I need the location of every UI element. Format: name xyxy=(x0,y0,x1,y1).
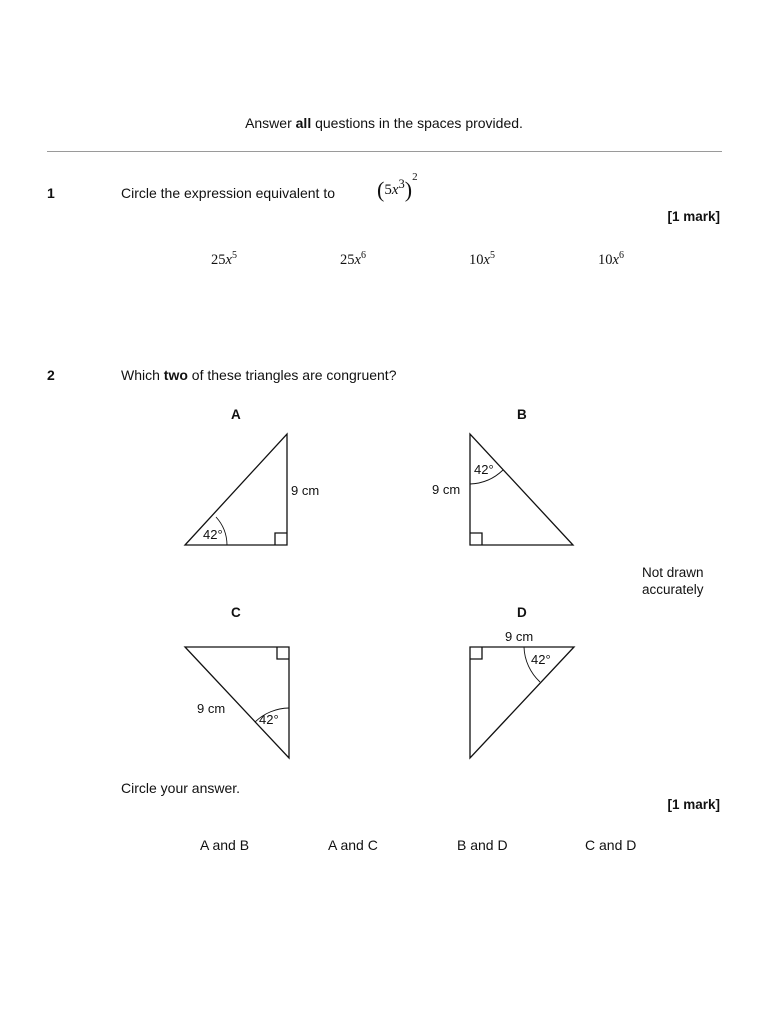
triangle-d-side: 9 cm xyxy=(505,629,534,644)
triangle-b-side: 9 cm xyxy=(432,482,461,497)
instructions-text: Answer xyxy=(245,115,296,131)
note-line-2: accurately xyxy=(642,582,704,597)
triangle-a-label: A xyxy=(231,407,241,422)
note-line-1: Not drawn xyxy=(642,565,704,580)
triangle-a xyxy=(185,434,287,545)
triangle-b xyxy=(470,434,573,545)
q1-option-3[interactable]: $10x^5$ xyxy=(469,250,495,268)
q2-number: 2 xyxy=(47,367,55,383)
q1-number: 1 xyxy=(47,185,55,201)
instructions-emphasis: all xyxy=(295,115,312,131)
not-drawn-accurately-note xyxy=(642,564,704,598)
triangle-c-label: C xyxy=(231,605,241,620)
instructions-text-end: questions in the spaces provided. xyxy=(311,115,523,131)
q1-option-4[interactable]: $10x^6$ xyxy=(598,250,624,268)
q2-prompt: Which two of these triangles are congruent? xyxy=(121,367,397,383)
triangle-a-angle: 42° xyxy=(203,527,223,542)
q2-option-1[interactable]: A and B xyxy=(200,837,250,853)
triangle-c-side: 9 cm xyxy=(197,701,226,716)
q2-option-2[interactable]: A and C xyxy=(328,837,378,853)
triangle-c-angle: 42° xyxy=(259,712,279,727)
q1-prompt: Circle the expression equivalent to xyxy=(121,185,336,201)
q1-option-2[interactable]: $25x^6$ xyxy=(340,250,366,268)
q2-option-3[interactable]: B and D xyxy=(457,837,508,853)
triangle-a-side: 9 cm xyxy=(291,483,320,498)
triangle-d-angle: 42° xyxy=(531,652,551,667)
triangle-d-label: D xyxy=(517,605,527,620)
triangle-d xyxy=(470,647,574,758)
triangle-b-angle: 42° xyxy=(474,462,494,477)
q1-option-1[interactable]: $25x^5$ xyxy=(211,250,237,268)
q1-expression: $(5x^3)^2$ xyxy=(377,171,418,202)
triangle-b-label: B xyxy=(517,407,527,422)
q2-marks: [1 mark] xyxy=(667,797,720,812)
q2-instruction: Circle your answer. xyxy=(121,780,241,796)
q2-option-4[interactable]: C and D xyxy=(585,837,637,853)
q1-marks: [1 mark] xyxy=(667,209,720,224)
